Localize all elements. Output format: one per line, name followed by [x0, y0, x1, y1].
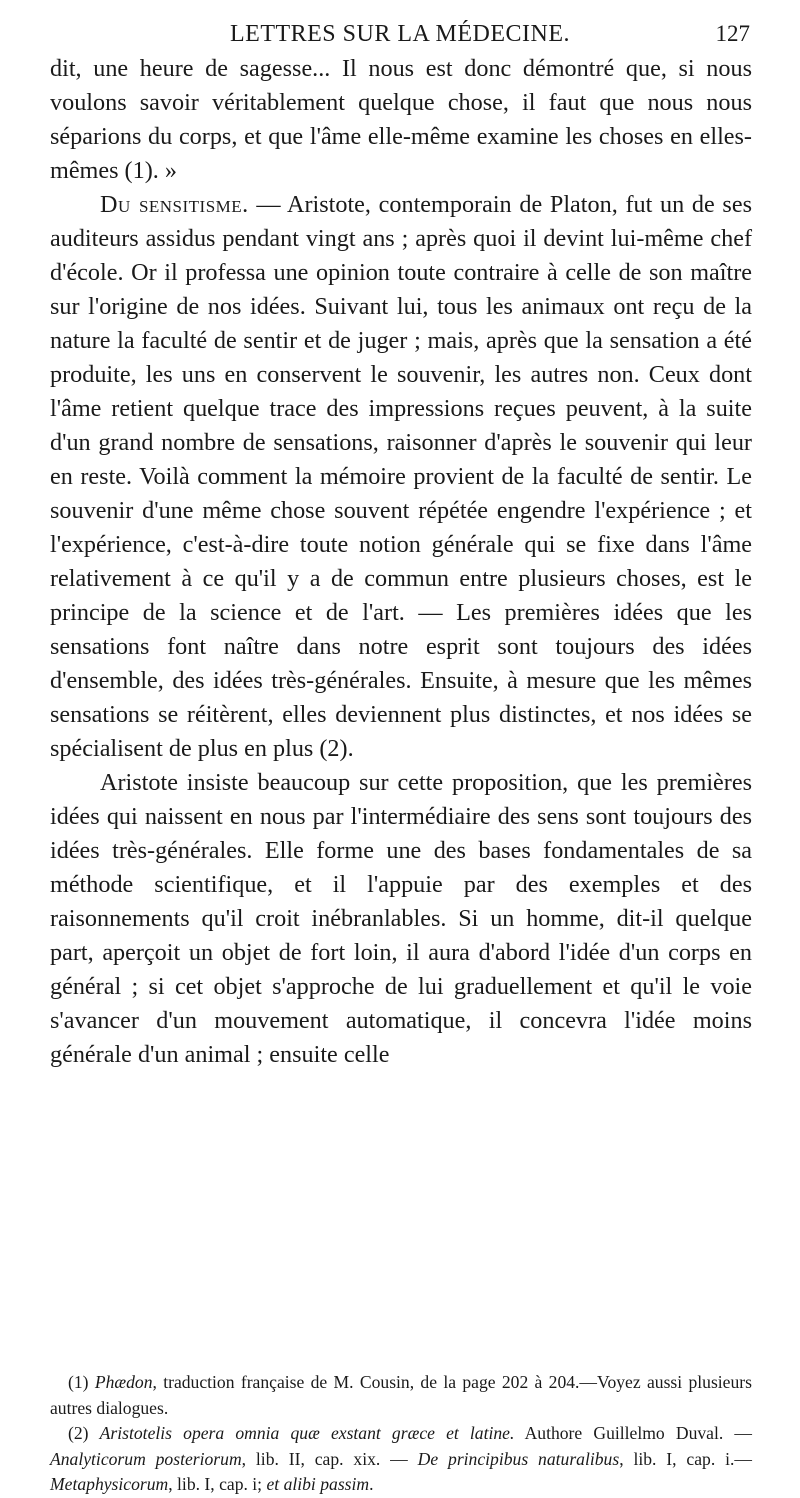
footnote-text: Authore Guillelmo Duval. —: [514, 1423, 752, 1443]
page-number: 127: [715, 21, 750, 46]
paragraph-continuation: [50, 52, 752, 188]
paragraph-aristote: [50, 766, 752, 1072]
footnote-1: [50, 1370, 752, 1421]
footnotes: [50, 1370, 752, 1498]
footnote-title: Aristotelis opera omnia quæ exstant græce et latine.: [99, 1423, 515, 1443]
footnote-title: et alibi passim: [266, 1474, 370, 1494]
footnote-2: [50, 1421, 752, 1498]
body-text: [50, 52, 752, 1072]
footnote-title: De principibus naturalibus: [417, 1448, 620, 1469]
footnote-text: , lib. II, cap. xix. —: [241, 1448, 418, 1469]
paragraph-sensitisme: [50, 188, 752, 766]
footnote-text: , lib. I, cap. i.—: [619, 1448, 752, 1469]
running-title: LETTRES SUR LA MÉDECINE.: [230, 21, 570, 47]
footnote-text: , traduction française de M. Cousin, de la page 202 à 204.—Voyez aussi plusieurs autres dialogues.: [50, 1372, 752, 1418]
paragraph-text: Aristote insiste beaucoup sur cette proposition, que les premières idées qui naissent en nous par l'intermédiaire des sens sont toujours des idées très-générales. Elle forme une des bases fondamentales de sa méthode scientifique, et il l'appuie par des exemples et des raisonnements qu'il croit inébranlables. Si un homme, dit-il quelque part, aperçoit un objet de fort loin, il aura d'abord l'idée d'un corps en général ; si cet objet s'approche de lui graduellement et qu'il le voie s'avancer d'un mouvement automatique, il concevra l'idée moins générale d'un animal ; ensuite celle: [50, 769, 752, 1068]
section-lead: Du sensitisme.: [100, 191, 249, 218]
footnote-title: Analyticorum posteriorum: [50, 1448, 242, 1469]
footnote-marker: (1): [68, 1372, 89, 1392]
paragraph-text: dit, une heure de sagesse... Il nous est donc démontré que, si nous voulons savoir véritablement quelque chose, il faut que nous nous séparions du corps, et que l'âme elle-même examine les choses en elles-mêmes (1). »: [50, 55, 752, 184]
footnote-text: .: [369, 1474, 374, 1494]
footnote-title: Phædon: [94, 1372, 153, 1392]
footnote-text: , lib. I, cap. i;: [168, 1474, 267, 1494]
footnote-marker: (2): [68, 1423, 89, 1443]
footnote-title: Metaphysicorum: [50, 1474, 169, 1494]
paragraph-text: — Aristote, contemporain de Platon, fut un de ses auditeurs assidus pendant vingt ans ; après quoi il devint lui-même chef d'école. Or il professa une opinion toute contraire à celle de son maître sur l'origine de nos idées. Suivant lui, tous les animaux ont reçu de la nature la faculté de sentir et de juger ; mais, après que la sensation a été produite, les uns en conservent le souvenir, les autres non. Ceux dont l'âme retient quelque trace des impressions reçues peuvent, à la suite d'un grand nombre de sensations, raisonner d'après le souvenir qui leur en reste. Voilà comment la mémoire provient de la faculté de sentir. Le souvenir d'une même chose souvent répétée engendre l'expérience ; et l'expérience, c'est-à-dire toute notion générale qui se fixe dans l'âme relativement à ce qu'il y a de commun entre plusieurs choses, est le principe de la science et de l'art. — Les premières idées que les sensations font naître dans notre esprit sont toujours des idées d'ensemble, des idées très-générales. Ensuite, à mesure que les mêmes sensations se réitèrent, elles deviennent plus distinctes, et nos idées se spécialisent de plus en plus (2).: [50, 191, 752, 762]
page-header: [50, 14, 750, 54]
